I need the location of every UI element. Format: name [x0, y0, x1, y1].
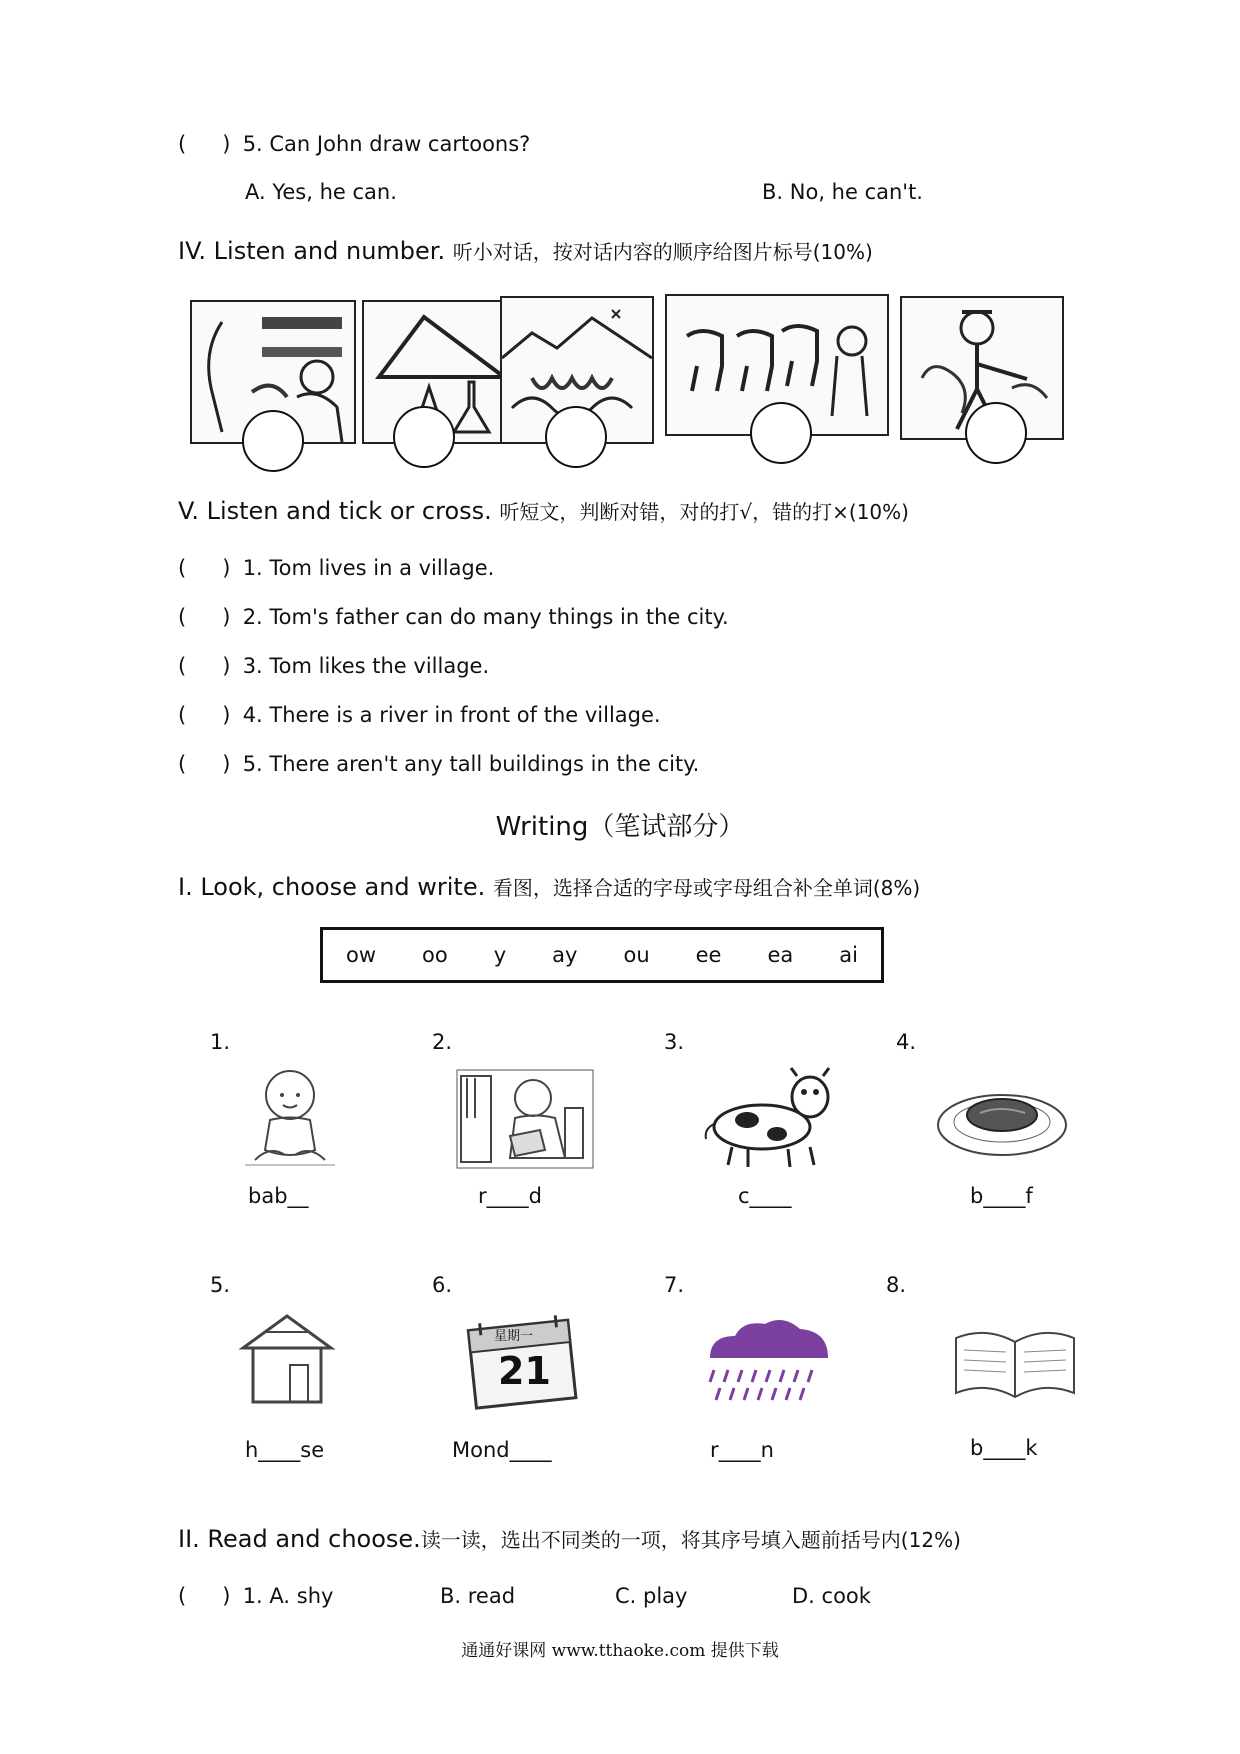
rain-cloud-icon — [700, 1318, 835, 1412]
letter-option: ea — [767, 943, 794, 967]
fill-in-word[interactable]: b____f — [970, 1184, 1033, 1208]
writing-heading: Writing（笔试部分） — [495, 812, 745, 842]
option-d: D. cook — [792, 1584, 871, 1608]
section-instruction: 听小对话，按对话内容的顺序给图片标号(10%) — [452, 240, 873, 264]
list-item: ( ) 3. Tom likes the village. — [178, 654, 490, 678]
number-circle[interactable] — [242, 410, 304, 472]
letter-option: ay — [552, 943, 578, 967]
calendar-day: 21 — [498, 1349, 551, 1393]
letter-option: ai — [839, 943, 858, 967]
question-text: 5. Can John draw cartoons? — [242, 132, 531, 156]
number-circle[interactable] — [965, 402, 1027, 464]
number-circle[interactable] — [750, 402, 812, 464]
answer-bracket[interactable]: ( ) — [178, 654, 231, 678]
option-b: B. read — [440, 1584, 516, 1608]
fill-in-word[interactable]: c____ — [738, 1184, 792, 1208]
list-item: ( ) 1. Tom lives in a village. — [178, 556, 495, 580]
letter-option: y — [493, 943, 507, 967]
house-icon — [235, 1310, 339, 1410]
option-b: B. No, he can't. — [762, 180, 923, 204]
section-wi-heading — [178, 872, 920, 901]
calendar-label: 星期一 — [494, 1329, 534, 1344]
section-iv-heading — [178, 236, 873, 265]
section-instruction: 听短文，判断对错，对的打√，错的打×(10%) — [499, 500, 909, 524]
fill-in-word[interactable]: r____d — [478, 1184, 542, 1208]
beef-plate-icon — [935, 1075, 1070, 1169]
letter-options-box — [320, 927, 884, 983]
number-circle[interactable] — [393, 406, 455, 468]
letter-option: ee — [695, 943, 722, 967]
section-title: I. Look, choose and write. — [178, 873, 486, 901]
number-circle[interactable] — [545, 406, 607, 468]
fill-in-word[interactable]: h____se — [245, 1438, 325, 1462]
reading-boy-icon — [455, 1068, 595, 1174]
fill-in-word[interactable]: r____n — [710, 1438, 774, 1462]
question-5 — [178, 132, 530, 156]
section-title: V. Listen and tick or cross. — [178, 497, 492, 525]
section-instruction: 读一读，选出不同类的一项，将其序号填入题前括号内(12%) — [420, 1528, 961, 1552]
letter-option: oo — [422, 943, 448, 967]
item-number: 8. — [886, 1273, 907, 1297]
fill-in-word[interactable]: Mond____ — [452, 1438, 552, 1462]
list-item: ( ) 2. Tom's father can do many things in the city. — [178, 605, 729, 629]
calendar-icon — [458, 1315, 588, 1414]
answer-bracket[interactable]: ( ) — [178, 703, 231, 727]
item-number: 3. — [664, 1030, 685, 1054]
list-item: ( ) 5. There aren't any tall buildings in the city. — [178, 752, 700, 776]
item-number: 2. — [432, 1030, 453, 1054]
item-number: 4. — [896, 1030, 917, 1054]
section-instruction: 看图，选择合适的字母或字母组合补全单词(8%) — [492, 876, 921, 900]
list-item: ( ) 4. There is a river in front of the village. — [178, 703, 661, 727]
answer-bracket[interactable]: ( ) — [178, 752, 231, 776]
answer-bracket[interactable]: ( ) — [178, 556, 231, 580]
book-icon — [950, 1318, 1080, 1407]
fill-in-word[interactable]: bab__ — [248, 1184, 309, 1208]
section-wii-heading — [178, 1524, 961, 1553]
item-number: 6. — [432, 1273, 453, 1297]
section-title: IV. Listen and number. — [178, 237, 446, 265]
item-number: 7. — [664, 1273, 685, 1297]
item-number: 5. — [210, 1273, 231, 1297]
answer-bracket[interactable]: ( ) — [178, 1584, 231, 1608]
fill-in-word[interactable]: b____k — [970, 1436, 1038, 1460]
section-v-heading — [178, 496, 909, 525]
option-a: A. Yes, he can. — [245, 180, 397, 204]
answer-bracket[interactable]: ( ) — [178, 605, 231, 629]
item-number: 1. — [210, 1030, 231, 1054]
letter-option: ow — [346, 943, 377, 967]
footer-watermark: 通通好课网 www.tthaoke.com 提供下载 — [461, 1641, 779, 1661]
option-c: C. play — [615, 1584, 688, 1608]
letter-option: ou — [623, 943, 650, 967]
baby-icon — [235, 1065, 345, 1174]
question-row: ( ) 1. A. shy — [178, 1584, 334, 1608]
cow-icon — [702, 1062, 842, 1176]
answer-bracket[interactable]: ( ) — [178, 132, 231, 156]
section-title: II. Read and choose. — [178, 1525, 421, 1553]
